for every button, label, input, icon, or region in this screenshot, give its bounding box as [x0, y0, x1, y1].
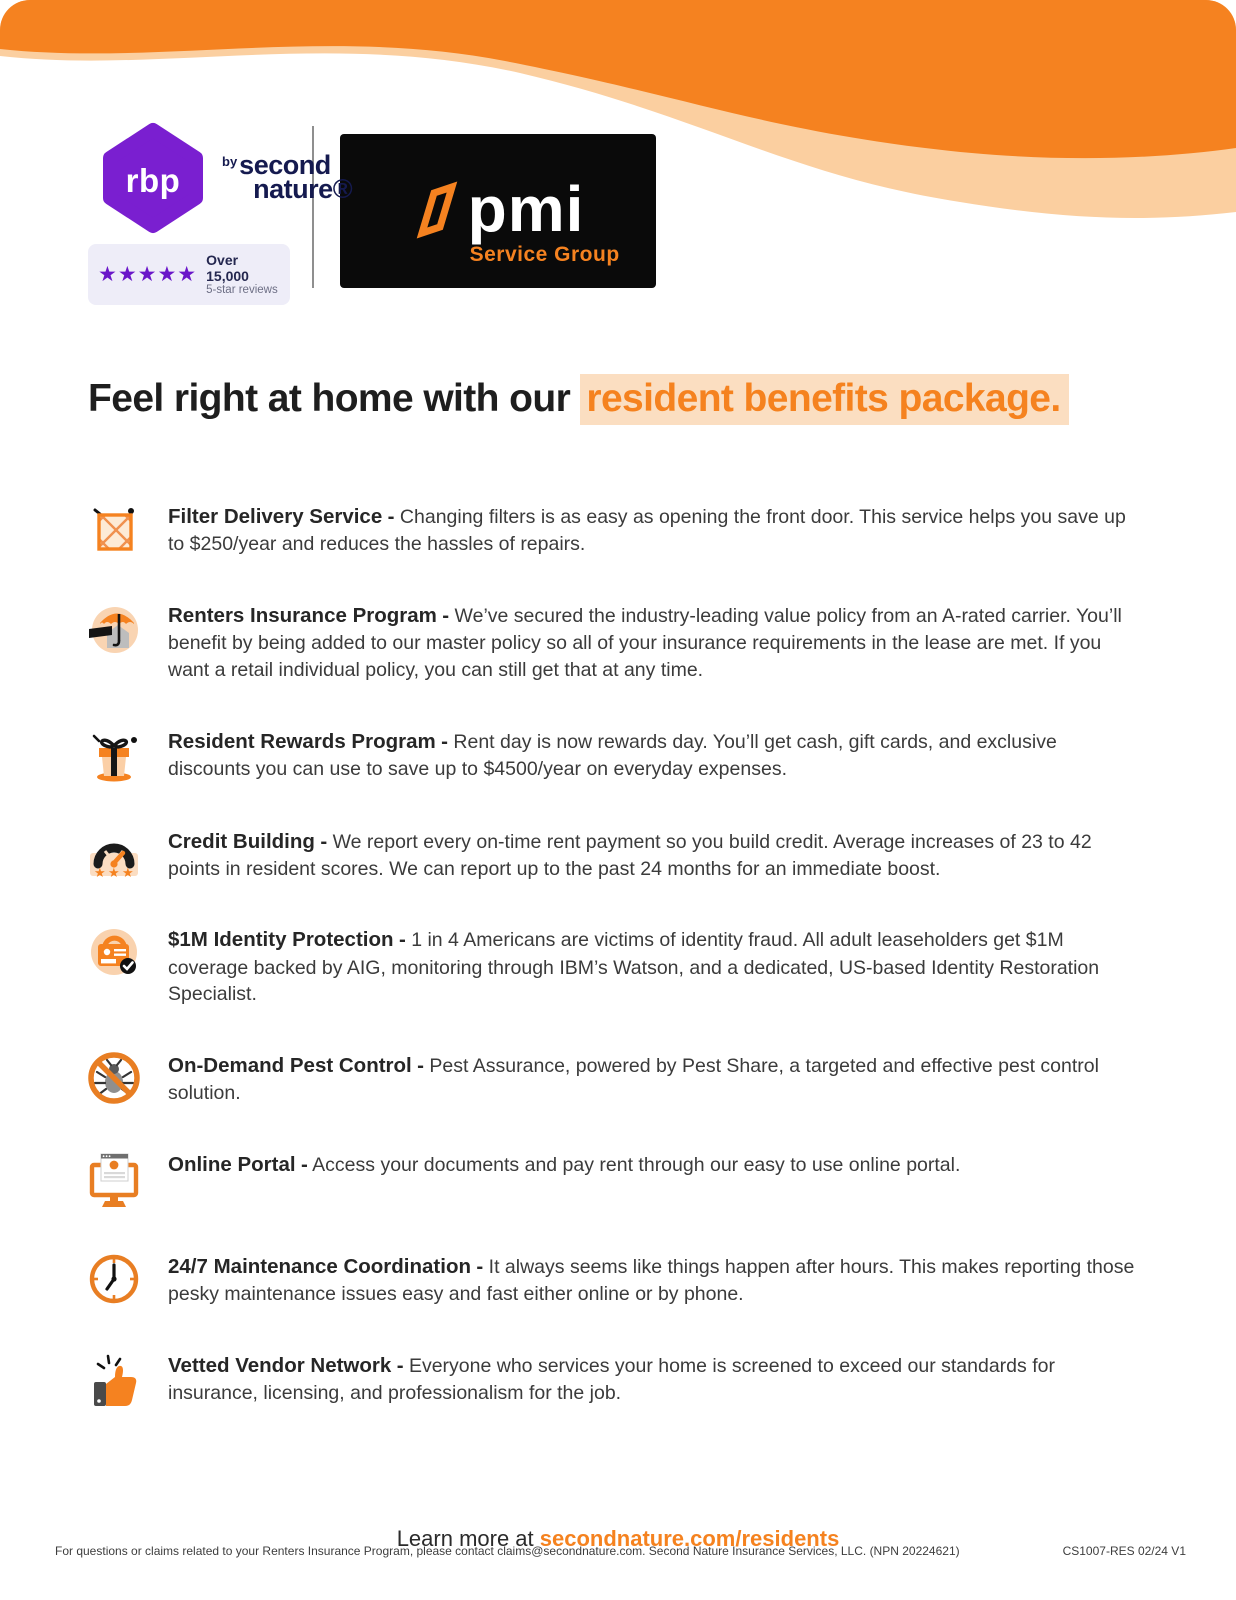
pest-control-icon	[84, 1050, 144, 1106]
second-nature-wordmark	[222, 150, 353, 204]
svg-text:★: ★	[108, 864, 120, 880]
brand-line2: nature®	[253, 173, 353, 204]
insurance-disclaimer: For questions or claims related to your Renters Insurance Program, please contact claims@secondnature.com. Second Nature Insurance Services, LLC. (NPN 20224621)	[55, 1544, 960, 1558]
separator: -	[320, 829, 328, 853]
pmi-subtitle: Service Group	[469, 243, 620, 266]
benefit-description: We report every on-time rent payment so you build credit. Average increases of 23 to 42 points in resident scores. We can report up to the past 24 months for an immediate boost.	[168, 830, 1092, 880]
separator: -	[301, 1152, 308, 1176]
online-portal-icon	[84, 1149, 144, 1209]
separator: -	[387, 505, 395, 529]
benefits-list	[84, 501, 1136, 1409]
five-stars-icon: ★★★★★	[98, 263, 198, 287]
rbp-logo-text: rbp	[125, 162, 181, 199]
benefit-title: On-Demand Pest Control	[168, 1053, 412, 1077]
benefit-title: Renters Insurance Program	[168, 604, 437, 628]
benefit-resident-rewards	[84, 726, 1136, 784]
benefit-description: 1 in 4 Americans are victims of identity fraud. All adult leaseholders get $1M coverage backed by AIG, monitoring through IBM’s Watson, and a dedicated, US-based Identity Restoration Specialist.	[168, 929, 1100, 1006]
resident-rewards-icon	[84, 726, 144, 784]
benefit-title: Credit Building	[168, 829, 315, 853]
benefit-pest-control	[84, 1050, 1136, 1107]
separator: -	[396, 1353, 404, 1377]
pmi-logo-text: pmi	[467, 173, 585, 245]
reviews-badge	[88, 244, 290, 305]
pmi-mark-icon	[412, 181, 458, 241]
benefit-online-portal	[84, 1149, 1136, 1209]
benefit-description: Rent day is now rewards day. You’ll get cash, gift cards, and exclusive discounts you can use to save up to $4500/year on everyday expenses.	[168, 730, 1057, 780]
rbp-brand-block	[88, 122, 353, 305]
benefit-description: We’ve secured the industry-leading value policy from an A-rated carrier. You’ll benefit by being added to our master policy so all of your insurance requirements in the lease are met. If you want a retail individual policy, you can still get that at any time.	[168, 605, 1122, 681]
benefit-title: Filter Delivery Service	[168, 505, 383, 529]
benefit-credit-building	[84, 826, 1136, 883]
benefit-maintenance	[84, 1251, 1136, 1308]
title-prefix: Feel right at home with our	[88, 377, 581, 421]
benefit-description: Changing filters is as easy as opening the front door. This service helps you save up to $250/year and reduces the hassles of repairs.	[168, 506, 1126, 556]
title-highlight: resident benefits package.	[580, 374, 1068, 425]
maintenance-clock-icon	[84, 1251, 144, 1307]
brand-line1: second	[239, 150, 331, 180]
benefit-title: Vetted Vendor Network	[168, 1353, 392, 1377]
reviews-label: 5-star reviews	[206, 284, 278, 297]
svg-text:★: ★	[122, 864, 134, 880]
benefit-description: Access your documents and pay rent through our easy to use online portal.	[312, 1153, 961, 1176]
vetted-vendor-icon	[84, 1350, 144, 1410]
separator: -	[441, 729, 448, 753]
document-code: CS1007-RES 02/24 V1	[1062, 1544, 1186, 1558]
learn-more-prefix: Learn more at	[396, 1525, 540, 1551]
benefit-title: $1M Identity Protection	[168, 928, 394, 952]
svg-text:★: ★	[94, 864, 106, 880]
benefit-vetted-vendor	[84, 1350, 1136, 1410]
benefit-title: Resident Rewards Program	[168, 729, 436, 753]
benefit-description: Everyone who services your home is screened to exceed our standards for insurance, licensing, and professionalism for the job.	[168, 1354, 1055, 1404]
benefit-renters-insurance	[84, 600, 1136, 683]
learn-more-link[interactable]: secondnature.com/residents	[539, 1525, 840, 1551]
benefit-title: Online Portal	[168, 1152, 296, 1176]
header-logos	[0, 0, 1236, 305]
reviews-count: Over 15,000	[206, 252, 249, 285]
benefit-filter-delivery	[84, 501, 1136, 558]
benefit-title: 24/7 Maintenance Coordination	[168, 1254, 471, 1278]
separator: -	[398, 928, 406, 952]
rbp-logo	[94, 122, 353, 234]
benefit-description: Pest Assurance, powered by Pest Share, a targeted and effective pest control solution.	[168, 1054, 1099, 1105]
separator: -	[476, 1254, 484, 1278]
filter-delivery-icon	[84, 501, 144, 557]
page-title	[88, 377, 1236, 421]
separator: -	[442, 604, 450, 628]
renters-insurance-icon	[84, 600, 144, 656]
credit-building-icon	[84, 826, 144, 882]
identity-protection-icon	[84, 924, 144, 980]
pmi-logo	[340, 134, 656, 288]
by-label: by	[222, 154, 238, 169]
fine-print-row	[55, 1544, 1186, 1558]
benefit-description: It always seems like things happen after hours. This makes reporting those pesky maintenance issues easy and fast either online or by phone.	[168, 1255, 1135, 1305]
benefit-identity-protection	[84, 924, 1136, 1007]
separator: -	[417, 1053, 424, 1077]
